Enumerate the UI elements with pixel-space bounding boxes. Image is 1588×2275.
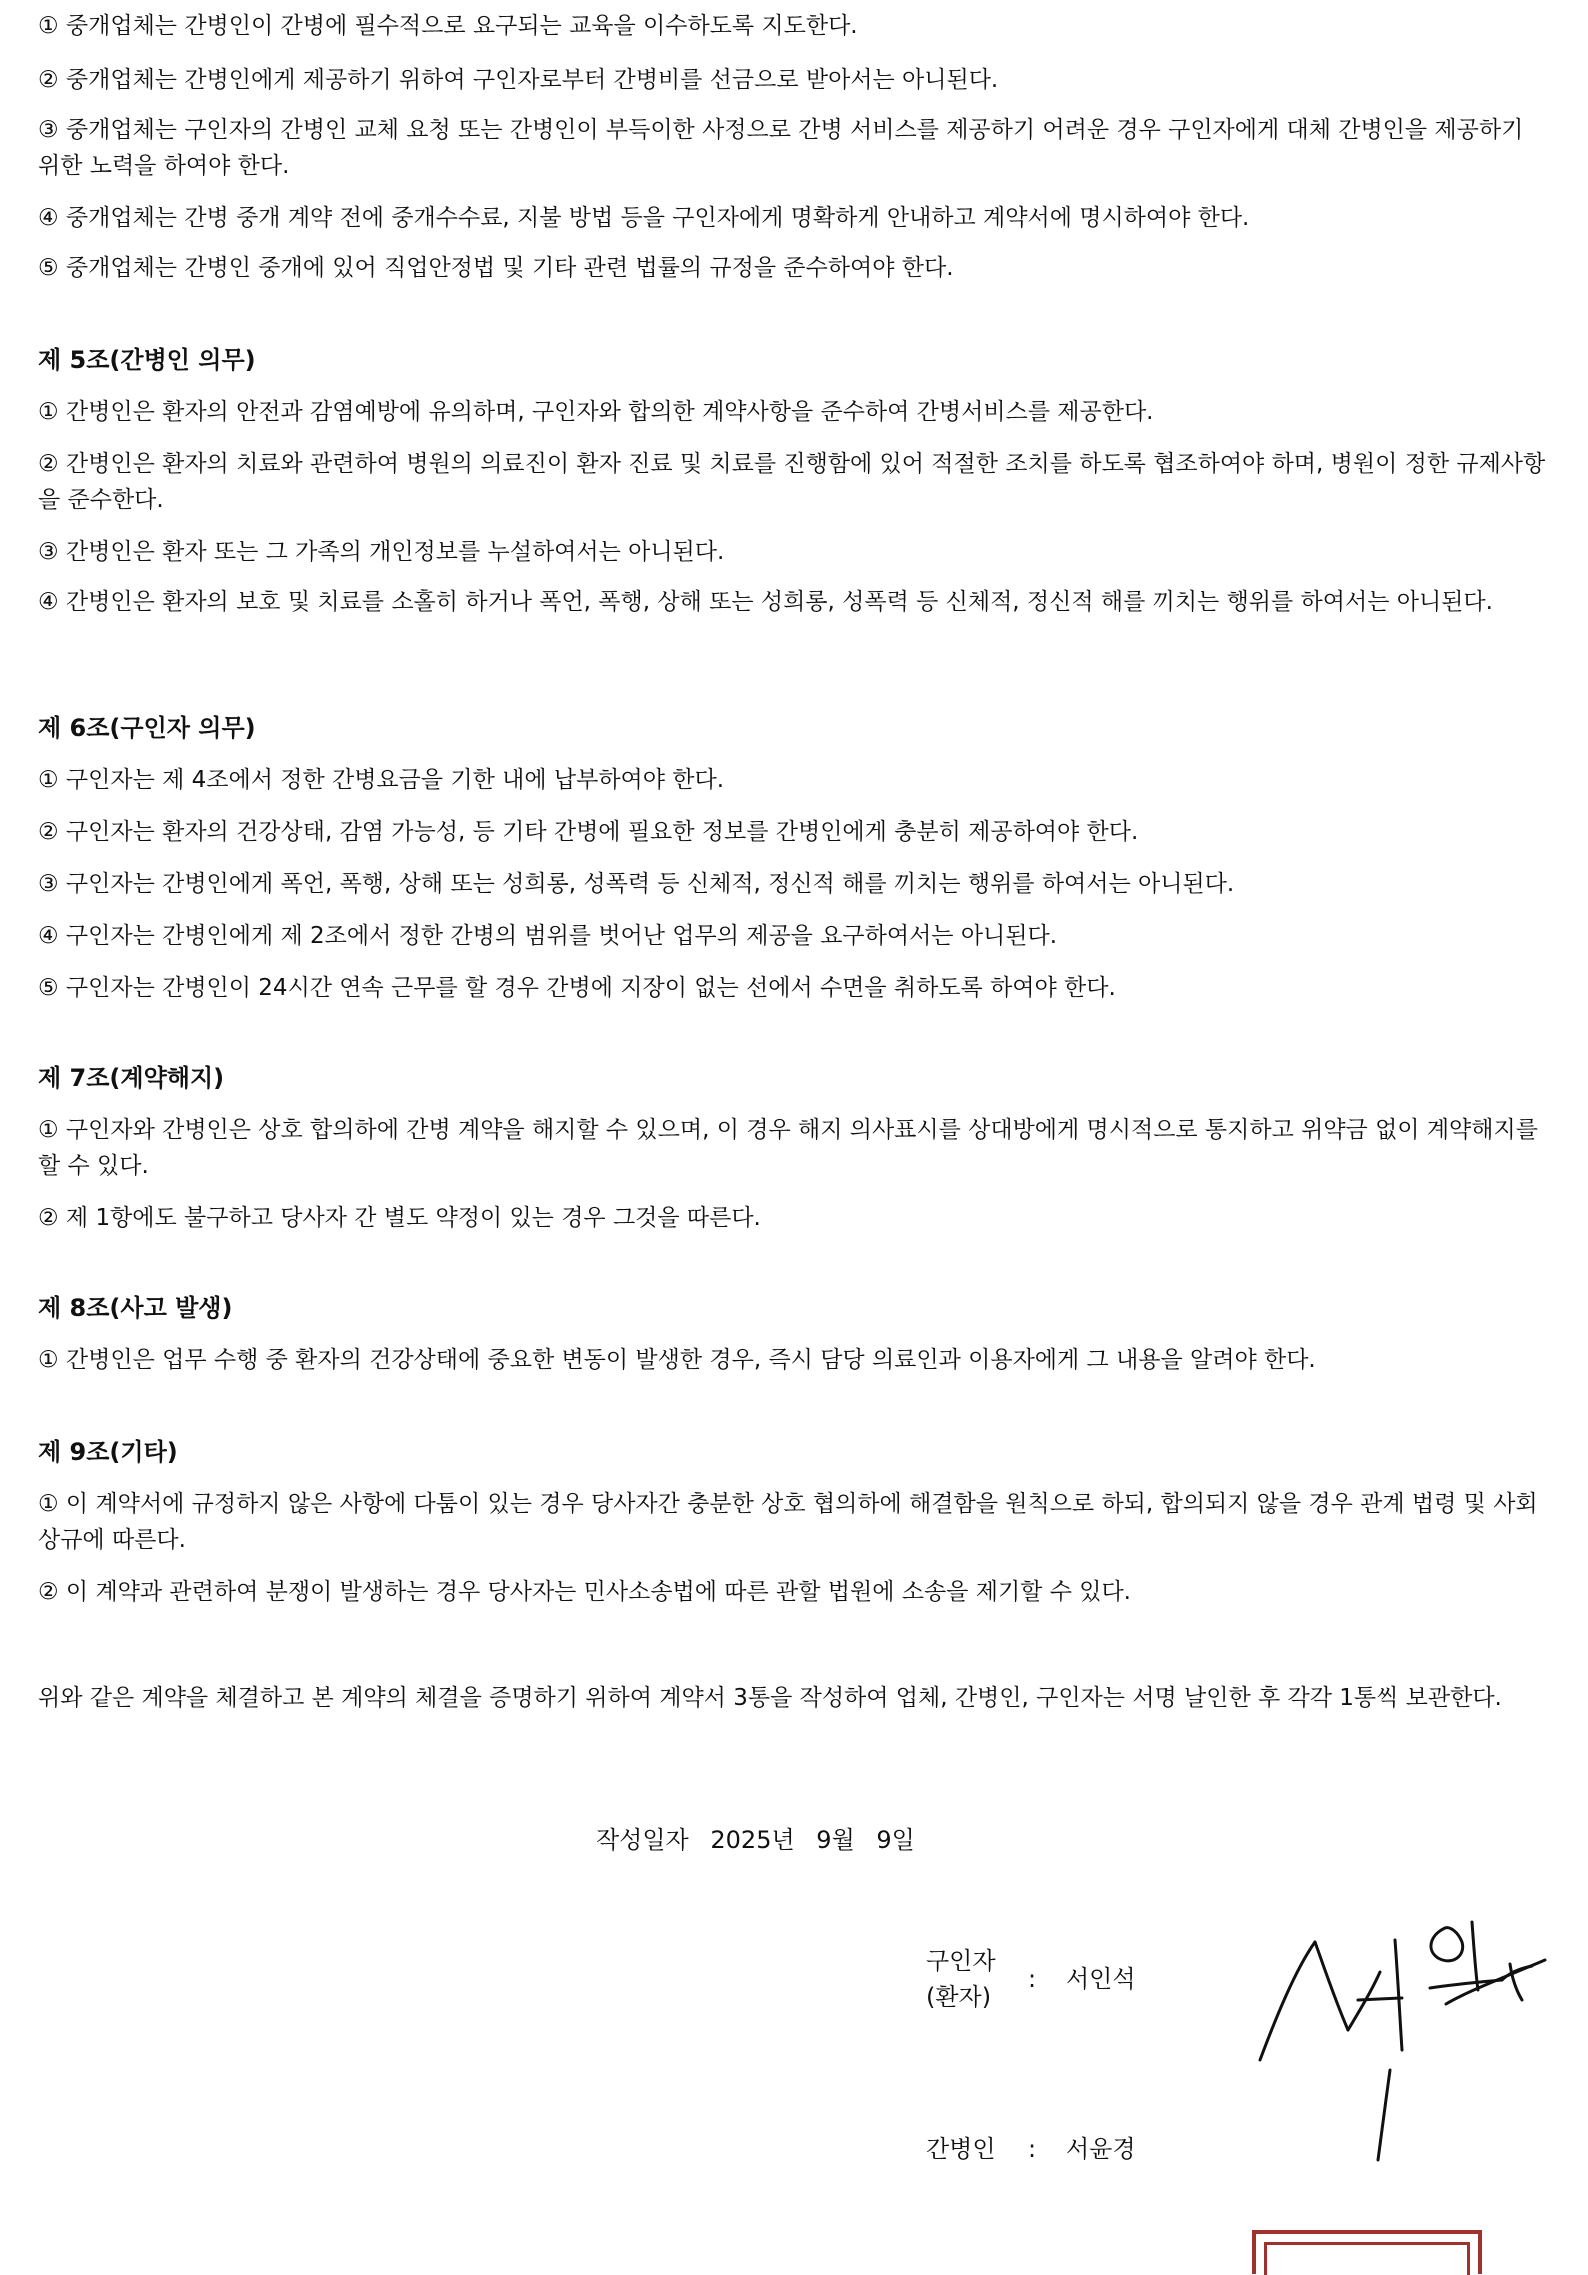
clause-5-item-1: ① 간병인은 환자의 안전과 감염예방에 유의하며, 구인자와 합의한 계약사항을 준수하여 간병서비스를 제공한다.	[38, 399, 1154, 425]
client-label-line-2: (환자)	[926, 1983, 992, 2011]
clause-8-item-1: ① 간병인은 업무 수행 중 환자의 건강상태에 중요한 변동이 발생한 경우, 즉시 담당 의료인과 이용자에게 그 내용을 알려야 한다.	[38, 1347, 1316, 1373]
closing-statement: 위와 같은 계약을 체결하고 본 계약의 체결을 증명하기 위하여 계약서 3통을 작성하여 업체, 간병인, 구인자는 서명 날인한 후 각각 1통씩 보관한다.	[38, 1685, 1502, 1711]
red-seal-stamp	[1252, 2230, 1482, 2274]
date-month: 9월	[816, 1826, 855, 1854]
client-colon: :	[1028, 1965, 1037, 1993]
clause-9-title: 제 9조(기타)	[38, 1438, 178, 1466]
clause-6-item-5: ⑤ 구인자는 간병인이 24시간 연속 근무를 할 경우 간병에 지장이 없는 선에서 수면을 취하도록 하여야 한다.	[38, 975, 1116, 1001]
clause-5-item-3: ③ 간병인은 환자 또는 그 가족의 개인정보를 누설하여서는 아니된다.	[38, 539, 725, 565]
clause-6-item-2: ② 구인자는 환자의 건강상태, 감염 가능성, 등 기타 간병에 필요한 정보를 간병인에게 충분히 제공하여야 한다.	[38, 819, 1139, 845]
clause-5-title: 제 5조(간병인 의무)	[38, 346, 256, 374]
clause-6-item-4: ④ 구인자는 간병인에게 제 2조에서 정한 간병의 범위를 벗어난 업무의 제공을 요구하여서는 아니된다.	[38, 923, 1058, 949]
date-day: 9일	[876, 1826, 915, 1854]
clause-4-item-2: ② 중개업체는 간병인에게 제공하기 위하여 구인자로부터 간병비를 선금으로 받아서는 아니된다.	[38, 67, 999, 93]
signing-date	[596, 1822, 929, 1858]
caregiver-colon: :	[1028, 2135, 1037, 2163]
clause-7-item-1: ① 구인자와 간병인은 상호 합의하에 간병 계약을 해지할 수 있으며, 이 경우 해지 의사표시를 상대방에게 명시적으로 통지하고 위약금 없이 계약해지를 할 수 있다.	[38, 1117, 1538, 1179]
clause-4-item-1: ① 중개업체는 간병인이 간병에 필수적으로 요구되는 교육을 이수하도록 지도한다.	[38, 13, 858, 39]
clause-9-item-1: ① 이 계약서에 규정하지 않은 사항에 다툼이 있는 경우 당사자간 충분한 상호 협의하에 해결함을 원칙으로 하되, 합의되지 않을 경우 관계 법령 및 사회상규에 따른다.	[38, 1491, 1538, 1553]
caregiver-name: 서윤경	[1066, 2135, 1136, 2163]
clause-6-item-3: ③ 구인자는 간병인에게 폭언, 폭행, 상해 또는 성희롱, 성폭력 등 신체적, 정신적 해를 끼치는 행위를 하여서는 아니된다.	[38, 871, 1235, 897]
client-name: 서인석	[1066, 1965, 1136, 1993]
client-label-line-1: 구인자	[926, 1947, 996, 1975]
seal-inner-border	[1264, 2242, 1470, 2275]
clause-4-item-5: ⑤ 중개업체는 간병인 중개에 있어 직업안정법 및 기타 관련 법률의 규정을 준수하여야 한다.	[38, 255, 954, 281]
clause-4-item-4: ④ 중개업체는 간병 중개 계약 전에 중개수수료, 지불 방법 등을 구인자에게 명확하게 안내하고 계약서에 명시하여야 한다.	[38, 205, 1250, 231]
caregiver-label: 간병인	[926, 2135, 996, 2163]
clause-8-title: 제 8조(사고 발생)	[38, 1294, 233, 1322]
clause-9-item-2: ② 이 계약과 관련하여 분쟁이 발생하는 경우 당사자는 민사소송법에 따른 관할 법원에 소송을 제기할 수 있다.	[38, 1579, 1131, 1605]
clause-7-title: 제 7조(계약해지)	[38, 1064, 225, 1092]
clause-6-title: 제 6조(구인자 의무)	[38, 714, 256, 742]
handwritten-signature	[1240, 1880, 1570, 2180]
clause-5-item-4: ④ 간병인은 환자의 보호 및 치료를 소홀히 하거나 폭언, 폭행, 상해 또는 성희롱, 성폭력 등 신체적, 정신적 해를 끼치는 행위를 하여서는 아니된다.	[38, 589, 1493, 615]
clause-5-item-2: ② 간병인은 환자의 치료와 관련하여 병원의 의료진이 환자 진료 및 치료를 진행함에 있어 적절한 조치를 하도록 협조하여야 하며, 병원이 정한 규제사항을 준수한다.	[38, 451, 1546, 513]
date-label: 작성일자	[596, 1826, 689, 1854]
clause-7-item-2: ② 제 1항에도 불구하고 당사자 간 별도 약정이 있는 경우 그것을 따른다.	[38, 1205, 761, 1231]
date-year: 2025년	[710, 1826, 795, 1854]
clause-4-item-3: ③ 중개업체는 구인자의 간병인 교체 요청 또는 간병인이 부득이한 사정으로 간병 서비스를 제공하기 어려운 경우 구인자에게 대체 간병인을 제공하기 위한 노력을 하여야 한다.	[38, 117, 1524, 179]
clause-6-item-1: ① 구인자는 제 4조에서 정한 간병요금을 기한 내에 납부하여야 한다.	[38, 767, 725, 793]
